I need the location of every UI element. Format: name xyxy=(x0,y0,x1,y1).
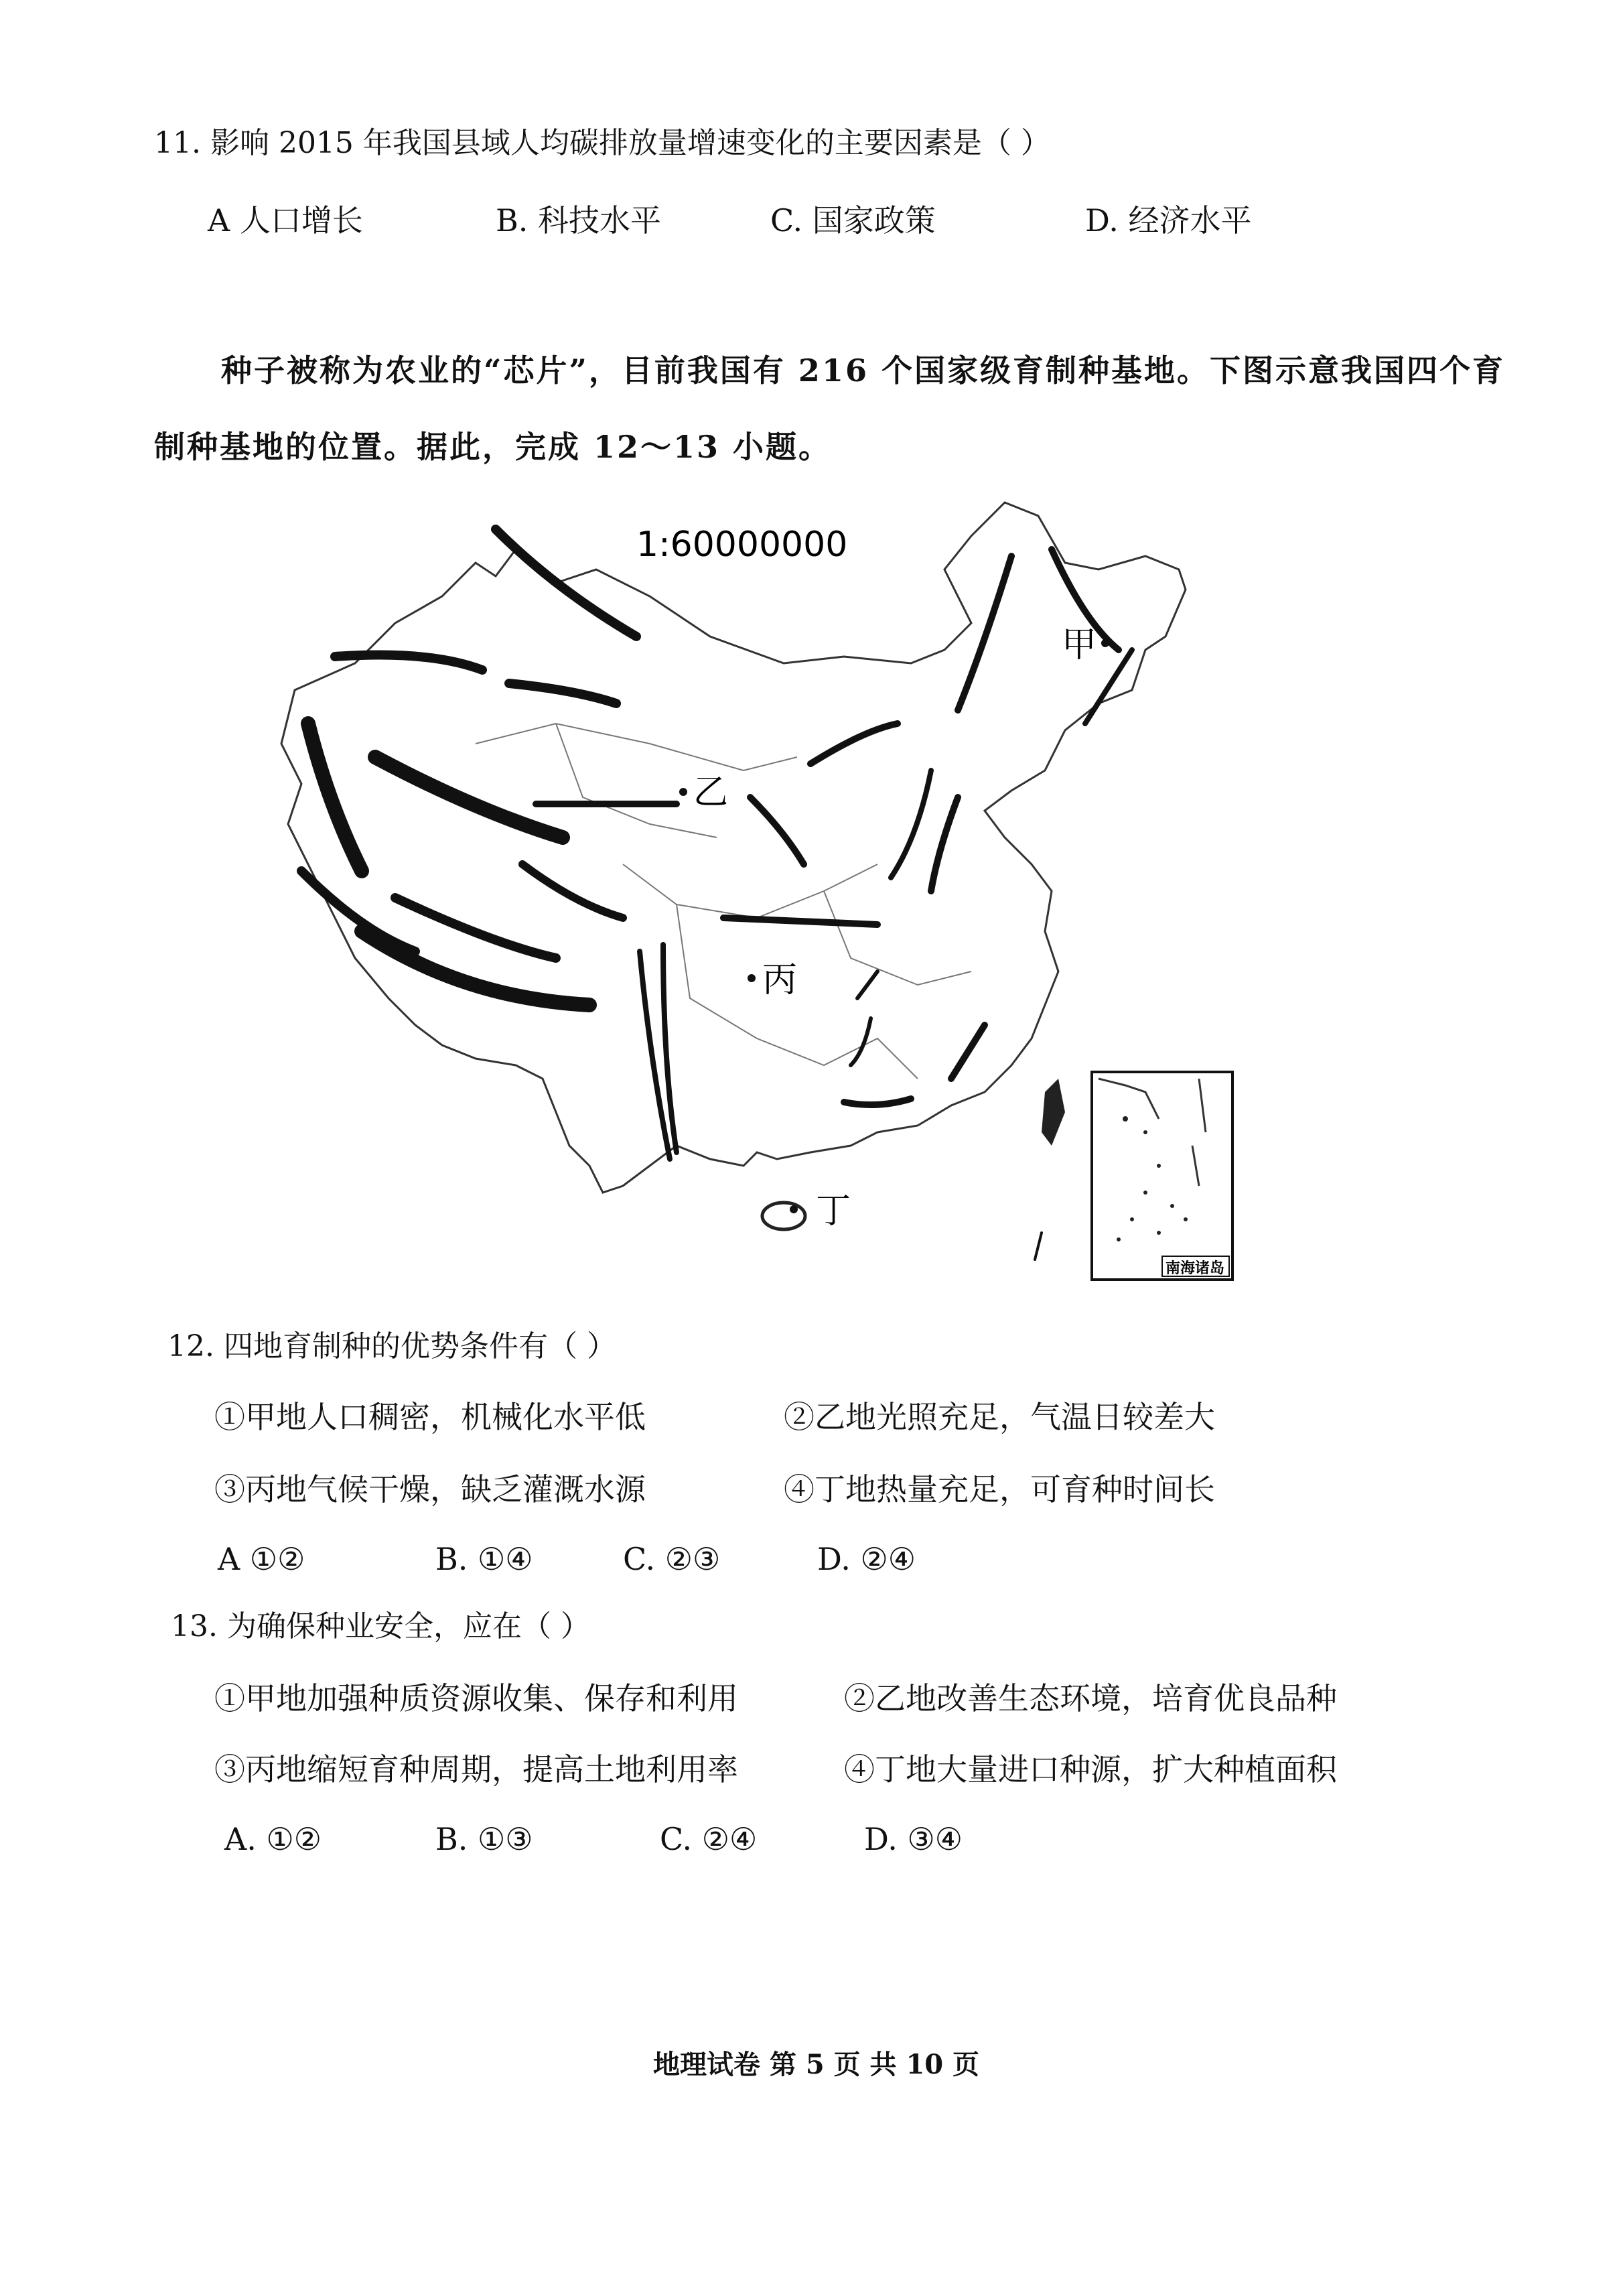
inset-label: 南海诸岛 xyxy=(1166,1260,1225,1277)
map-scale: 1:60000000 xyxy=(636,525,848,565)
q13-option-a: A. ①② xyxy=(224,1821,322,1857)
intro-line-2: 制种基地的位置。据此，完成 12～13 小题。 xyxy=(154,429,832,465)
q12-option-b: B. ①④ xyxy=(435,1541,533,1577)
taiwan-island xyxy=(1042,1079,1065,1146)
q13-option-b: B. ①③ xyxy=(435,1821,533,1857)
q11-stem: 11. 影响 2015 年我国县域人均碳排放量增速变化的主要因素是（ ） xyxy=(154,126,1050,160)
site-ding-label: 丁 xyxy=(816,1191,851,1231)
q13-stem: 13. 为确保种业安全，应在（ ） xyxy=(171,1609,590,1643)
site-bing-dot xyxy=(748,974,756,982)
q12-stem: 12. 四地育制种的优势条件有（ ） xyxy=(167,1329,616,1363)
intro-line-1: 种子被称为农业的“芯片”，目前我国有 216 个国家级育制种基地。下图示意我国四个育 xyxy=(221,352,1505,389)
south-china-sea-inset xyxy=(1092,1072,1232,1280)
q11-option-c: C. 国家政策 xyxy=(770,202,936,239)
q11-option-a: A 人口增长 xyxy=(208,202,363,239)
q13-statement-3: ③丙地缩短育种周期，提高土地利用率 xyxy=(214,1751,738,1787)
q12-statement-2: ②乙地光照充足，气温日较差大 xyxy=(784,1399,1215,1435)
q13-option-c: C. ②④ xyxy=(660,1821,758,1857)
hainan-island xyxy=(762,1203,805,1229)
china-seed-base-map xyxy=(275,489,1253,1293)
site-bing-label: 丙 xyxy=(762,960,798,1000)
site-ding-dot xyxy=(790,1205,798,1213)
q12-option-a: A ①② xyxy=(218,1541,305,1577)
site-jia-label: 甲 xyxy=(1062,625,1097,665)
q12-option-d: D. ②④ xyxy=(817,1541,916,1577)
q13-statement-2: ②乙地改善生态环境，培育优良品种 xyxy=(844,1680,1337,1716)
site-yi-label: 乙 xyxy=(693,772,729,813)
q13-statement-4: ④丁地大量进口种源，扩大种植面积 xyxy=(844,1751,1337,1787)
site-yi-dot xyxy=(679,788,687,796)
q13-statement-1: ①甲地加强种质资源收集、保存和利用 xyxy=(214,1680,738,1716)
q13-option-d: D. ③④ xyxy=(864,1821,963,1857)
q11-option-b: B. 科技水平 xyxy=(496,202,662,239)
q12-statement-1: ①甲地人口稠密，机械化水平低 xyxy=(214,1399,646,1435)
site-jia-dot xyxy=(1101,639,1109,647)
q12-statement-4: ④丁地热量充足，可育种时间长 xyxy=(784,1471,1215,1507)
q11-option-d: D. 经济水平 xyxy=(1085,202,1252,239)
page-footer: 地理试卷 第 5 页 共 10 页 xyxy=(653,2049,980,2080)
q12-statement-3: ③丙地气候干燥，缺乏灌溉水源 xyxy=(214,1471,646,1507)
q12-option-c: C. ②③ xyxy=(623,1541,721,1577)
